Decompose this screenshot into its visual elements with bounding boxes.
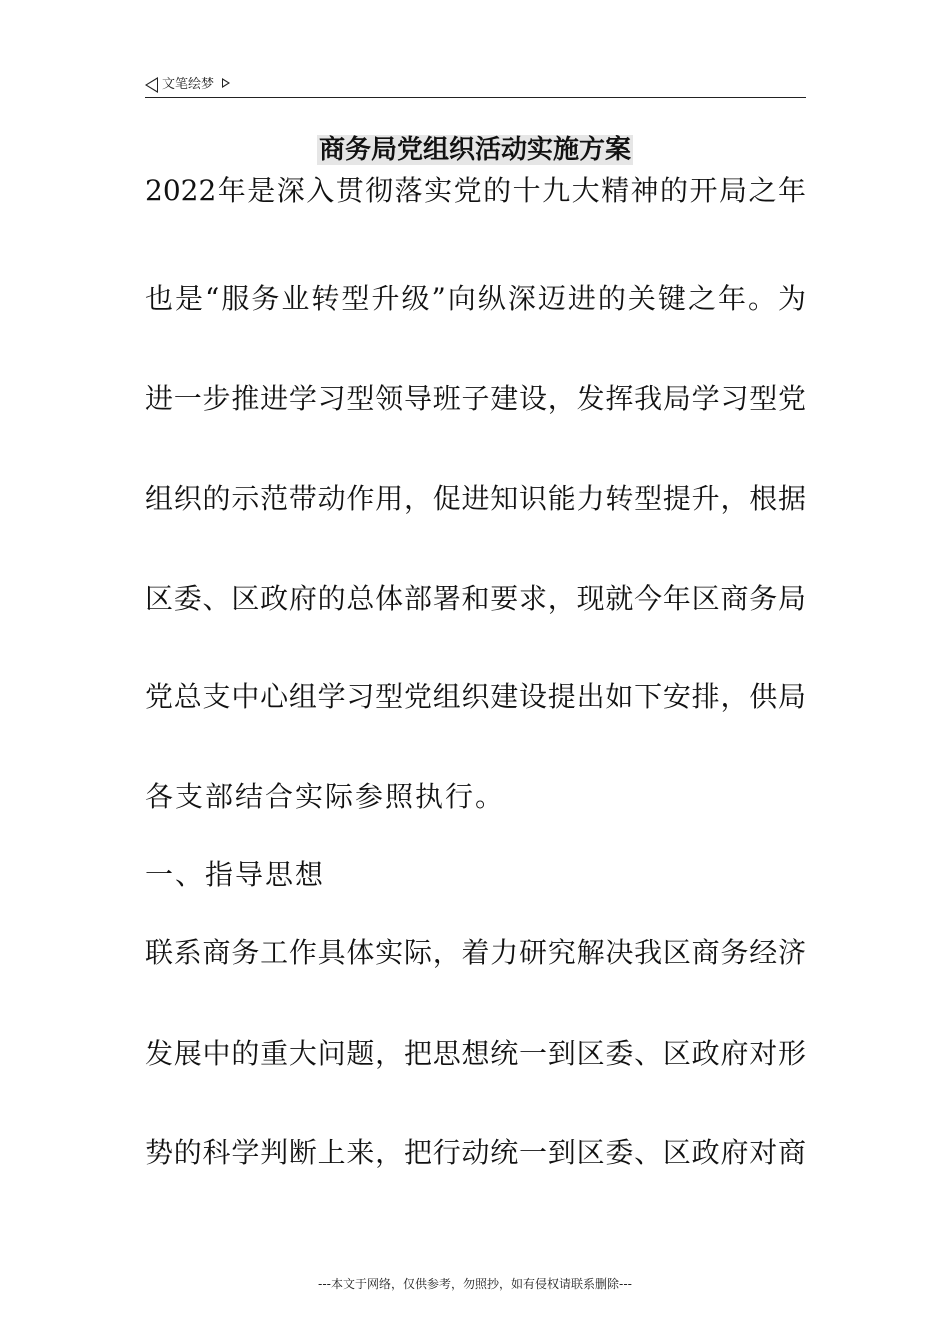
body-line: 联系商务工作具体实际，着力研究解决我区商务经济: [145, 936, 806, 969]
body-line: 组织的示范带动作用，促进知识能力转型提升，根据: [145, 482, 806, 515]
body-line: 2022年是深入贯彻落实党的十九大精神的开局之年: [145, 174, 806, 207]
document-title: [0, 130, 950, 170]
triangle-right-icon: [222, 78, 230, 88]
body-line: 势的科学判断上来，把行动统一到区委、区政府对商: [145, 1136, 806, 1169]
page-header: [145, 74, 806, 98]
section-heading: 一、指导思想: [145, 858, 326, 891]
page-footer: ---本文于网络，仅供参考，勿照抄，如有侵权请联系删除---: [318, 1277, 632, 1291]
header-text: 文笔绘梦: [162, 77, 215, 92]
header-divider: [145, 97, 806, 98]
document-title-text: 商务局党组织活动实施方案: [318, 135, 631, 165]
body-line: 党总支中心组学习型党组织建设提出如下安排，供局: [145, 680, 806, 713]
body-line: 发展中的重大问题，把思想统一到区委、区政府对形: [145, 1037, 806, 1070]
body-line: 进一步推进学习型领导班子建设，发挥我局学习型党: [145, 382, 806, 415]
triangle-left-icon: [145, 77, 158, 93]
body-line: 区委、区政府的总体部署和要求，现就今年区商务局: [145, 582, 806, 615]
body-line: 也是“服务业转型升级”向纵深迈进的关键之年。为: [145, 282, 806, 315]
body-line: 各支部结合实际参照执行。: [145, 780, 506, 813]
